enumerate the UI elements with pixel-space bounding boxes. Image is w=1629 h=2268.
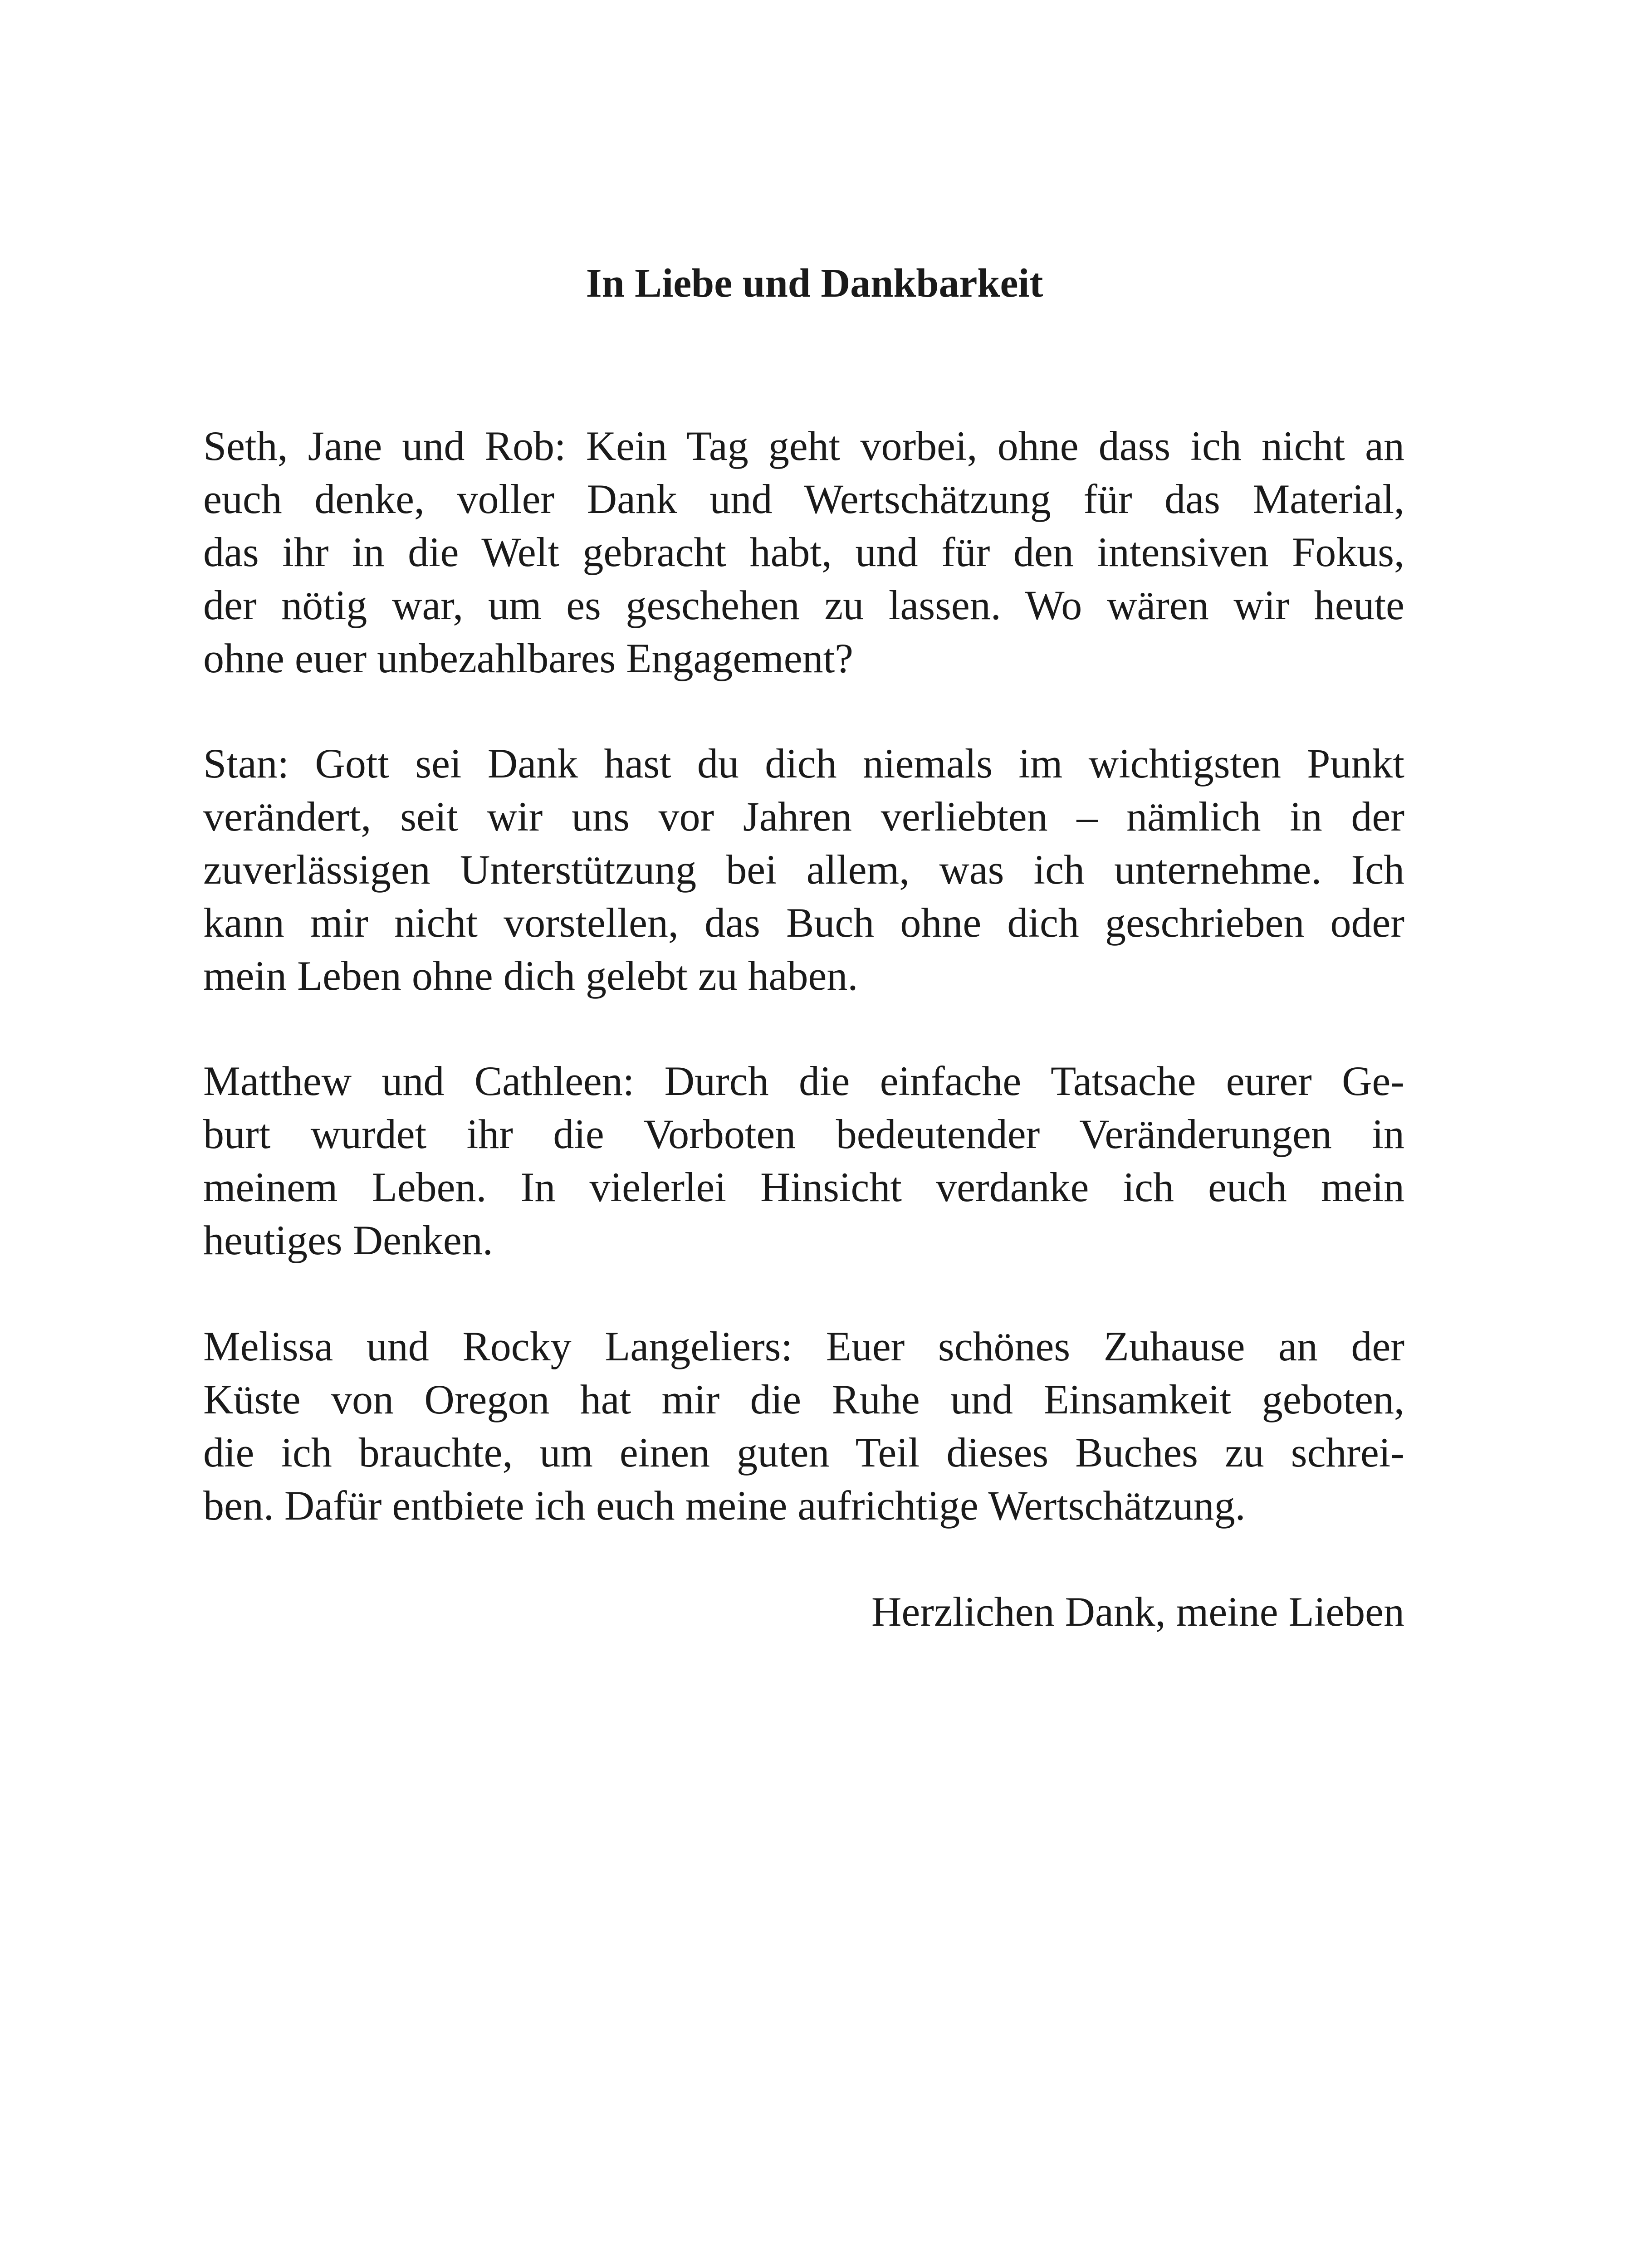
- text-line: kann mir nicht vorstellen, das Buch ohne dich geschrieben oder: [203, 899, 1404, 946]
- closing-line: Herzlichen Dank, meine Lieben: [871, 1589, 1404, 1635]
- text-line: das ihr in die Welt gebracht habt, und für den intensiven Fokus,: [203, 529, 1404, 575]
- paragraph-seth-jane-rob: [203, 420, 1404, 685]
- text-line: Seth, Jane und Rob: Kein Tag geht vorbei, ohne dass ich nicht an: [203, 423, 1404, 469]
- paragraph-text: [203, 737, 1404, 1002]
- text-line: ben. Dafür entbiete ich euch meine aufrichtige Wertschätzung.: [203, 1482, 1246, 1529]
- text-line: meinem Leben. In vielerlei Hinsicht verdanke ich euch mein: [203, 1164, 1404, 1210]
- page-title: In Liebe und Dankbarkeit: [586, 261, 1043, 306]
- text-line: euch denke, voller Dank und Wertschätzung für das Material,: [203, 476, 1404, 522]
- text-line: Matthew und Cathleen: Durch die einfache Tatsache eurer Ge-: [203, 1058, 1404, 1104]
- text-line: Stan: Gott sei Dank hast du dich niemals im wichtigsten Punkt: [203, 740, 1404, 787]
- paragraph-stan: [203, 737, 1404, 1002]
- paragraph-matthew-cathleen: [203, 1055, 1404, 1267]
- text-line: zuverlässigen Unterstützung bei allem, was ich unternehme. Ich: [203, 846, 1404, 893]
- text-line: die ich brauchte, um einen guten Teil dieses Buches zu schrei-: [203, 1429, 1404, 1476]
- text-line: Melissa und Rocky Langeliers: Euer schönes Zuhause an der: [203, 1323, 1404, 1369]
- text-line: ohne euer unbezahlbares Engagement?: [203, 635, 853, 681]
- paragraph-text: [203, 1320, 1404, 1532]
- text-line: mein Leben ohne dich gelebt zu haben.: [203, 953, 858, 999]
- text-line: heutiges Denken.: [203, 1217, 493, 1263]
- text-line: der nötig war, um es geschehen zu lassen. Wo wären wir heute: [203, 582, 1404, 628]
- text-line: burt wurdet ihr die Vorboten bedeutender Veränderungen in: [203, 1111, 1404, 1157]
- paragraph-melissa-rocky: [203, 1320, 1404, 1532]
- text-line: Küste von Oregon hat mir die Ruhe und Einsamkeit geboten,: [203, 1376, 1404, 1422]
- paragraph-text: [203, 1055, 1404, 1267]
- text-line: verändert, seit wir uns vor Jahren verliebten – nämlich in der: [203, 793, 1404, 840]
- paragraph-text: [203, 420, 1404, 685]
